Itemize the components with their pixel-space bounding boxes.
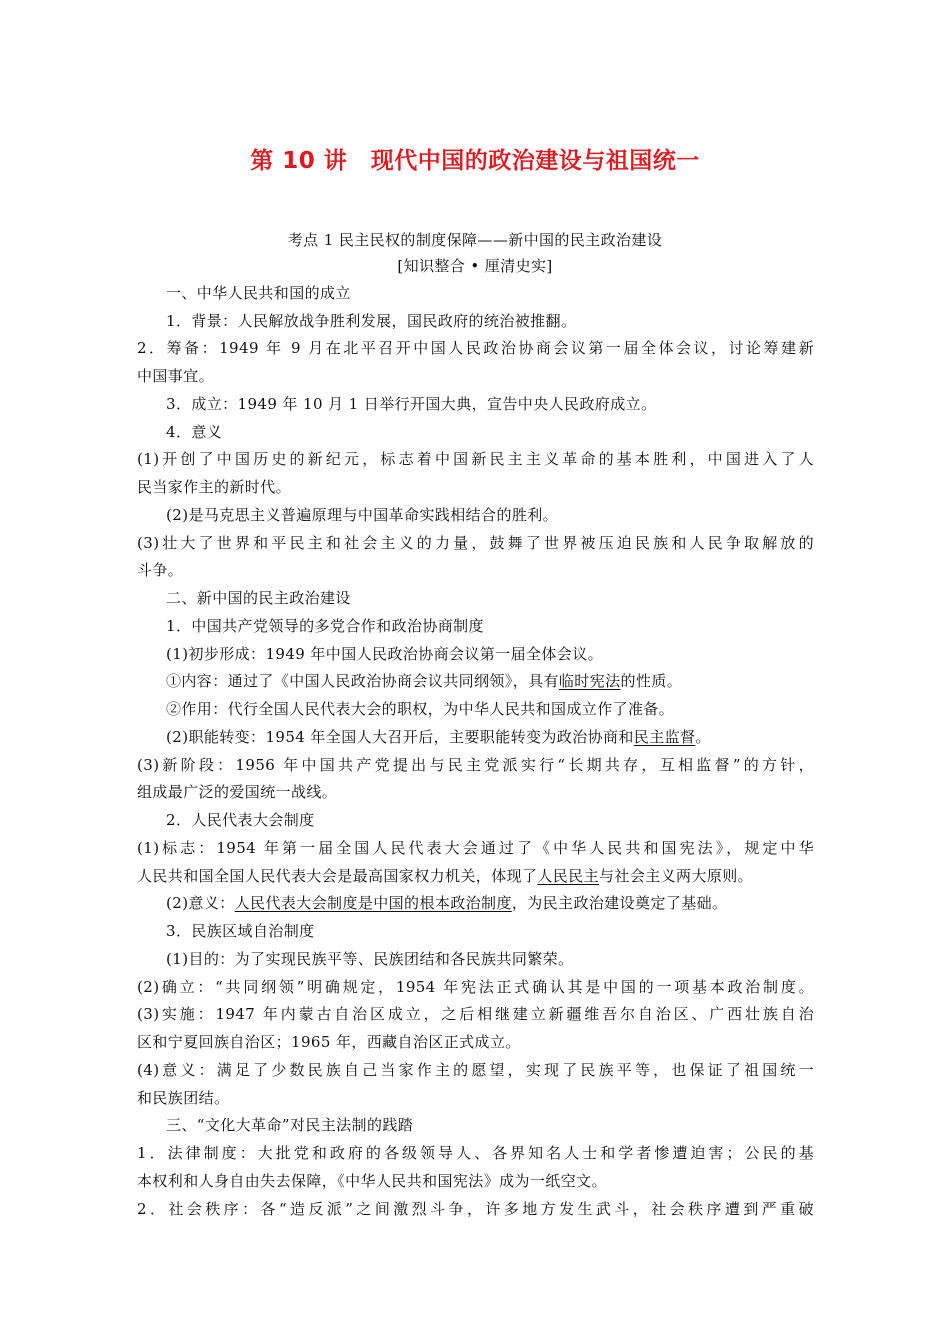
section-heading: 考点 1 民主民权的制度保障——新中国的民主政治建设 — [287, 231, 663, 249]
paragraph-line: (3)新阶段：1956 年中国共产党提出与民主党派实行“长期共存，互相监督”的方针， — [137, 756, 814, 774]
paragraph-line: (2)确立：“共同纲领”明确规定，1954 年宪法正式确认其是中国的一项基本政治制度。 — [137, 978, 814, 996]
paragraph-line: (3)实施：1947 年内蒙古自治区成立，之后相继建立新疆维吾尔自治区、广西壮族自治 — [137, 1005, 814, 1023]
underlined-term: 人民民主 — [537, 867, 600, 885]
underlined-term: 人民代表大会制度是中国的根本政治制度 — [234, 894, 512, 912]
paragraph-line: 1．中国共产党领导的多党合作和政治协商制度 — [166, 617, 484, 635]
text-run: ①内容：通过了《中国人民政治协商会议共同纲领》，具有 — [166, 672, 559, 690]
paragraph-line: 民当家作主的新时代。 — [137, 478, 292, 496]
paragraph-line: ②作用：代行全国人民代表大会的职权，为中华人民共和国成立作了准备。 — [166, 700, 675, 718]
paragraph-line: (3)壮大了世界和平民主和社会主义的力量，鼓舞了世界被压迫民族和人民争取解放的 — [137, 534, 814, 552]
paragraph-line: 2．筹备：1949 年 9 月在北平召开中国人民政治协商会议第一届全体会议，讨论筹建新 — [137, 339, 814, 357]
underlined-term: 民主监督 — [633, 728, 696, 746]
paragraph-line: 3．民族区域自治制度 — [166, 922, 315, 940]
paragraph-line: (4)意义：满足了少数民族自己当家作主的愿望，实现了民族平等，也保证了祖国统一 — [137, 1061, 814, 1079]
heading-two: 二、新中国的民主政治建设 — [166, 589, 351, 607]
page-title: 第 10 讲 现代中国的政治建设与祖国统一 — [250, 148, 700, 174]
paragraph-line — [166, 727, 711, 747]
paragraph-line: (1)标志：1954 年第一届全国人民代表大会通过了《中华人民共和国宪法》，规定中华 — [137, 839, 814, 857]
text-run: 的性质。 — [620, 672, 683, 690]
paragraph-line: 2．社会秩序：各“造反派”之间激烈斗争，许多地方发生武斗，社会秩序遭到严重破 — [137, 1200, 814, 1218]
text-run: 人民共和国全国人民代表大会是最高国家权力机关，体现了 — [137, 867, 538, 885]
paragraph-line: 和民族团结。 — [137, 1089, 230, 1107]
paragraph-line: (1)初步形成：1949 年中国人民政治协商会议第一届全体会议。 — [166, 645, 603, 663]
paragraph-line: 中国事宜。 — [137, 367, 215, 385]
paragraph-line: 本权利和人身自由失去保障，《中华人民共和国宪法》成为一纸空文。 — [137, 1172, 607, 1190]
text-run: ，为民主政治建设奠定了基础。 — [511, 894, 728, 912]
paragraph-line — [137, 866, 753, 886]
paragraph-line: 2．人民代表大会制度 — [166, 811, 315, 829]
paragraph-line — [166, 671, 682, 691]
text-run: (2)意义： — [166, 894, 235, 912]
section-subheading: [知识整合 • 厘清史实] — [397, 257, 553, 275]
paragraph-line: 区和宁夏回族自治区；1965 年，西藏自治区正式成立。 — [137, 1033, 521, 1051]
paragraph-line: (1)目的：为了实现民族平等、民族团结和各民族共同繁荣。 — [166, 950, 574, 968]
paragraph-line: (2)是马克思主义普遍原理与中国革命实践相结合的胜利。 — [166, 506, 559, 524]
paragraph-line: 1．法律制度：大批党和政府的各级领导人、各界知名人士和学者惨遭迫害；公民的基 — [137, 1144, 814, 1162]
paragraph-line: 组成最广泛的爱国统一战线。 — [137, 783, 338, 801]
paragraph-line: 3．成立：1949 年 10 月 1 日举行开国大典，宣告中央人民政府成立。 — [166, 395, 657, 413]
paragraph-line: 斗争。 — [137, 561, 184, 579]
paragraph-line — [166, 893, 727, 913]
text-run: 。 — [695, 728, 711, 746]
paragraph-line: 1．背景：人民解放战争胜利发展，国民政府的统治被推翻。 — [166, 312, 577, 330]
paragraph-line: (1)开创了中国历史的新纪元，标志着中国新民主主义革命的基本胜利，中国进入了人 — [137, 450, 814, 468]
paragraph-line: 4．意义 — [166, 423, 223, 441]
heading-three: 三、“文化大革命”对民主法制的践踏 — [166, 1116, 414, 1134]
text-run: (2)职能转变：1954 年全国人大召开后，主要职能转变为政治协商和 — [166, 728, 634, 746]
text-run: 与社会主义两大原则。 — [599, 867, 754, 885]
underlined-term: 临时宪法 — [558, 672, 621, 690]
heading-one: 一、中华人民共和国的成立 — [166, 284, 351, 302]
